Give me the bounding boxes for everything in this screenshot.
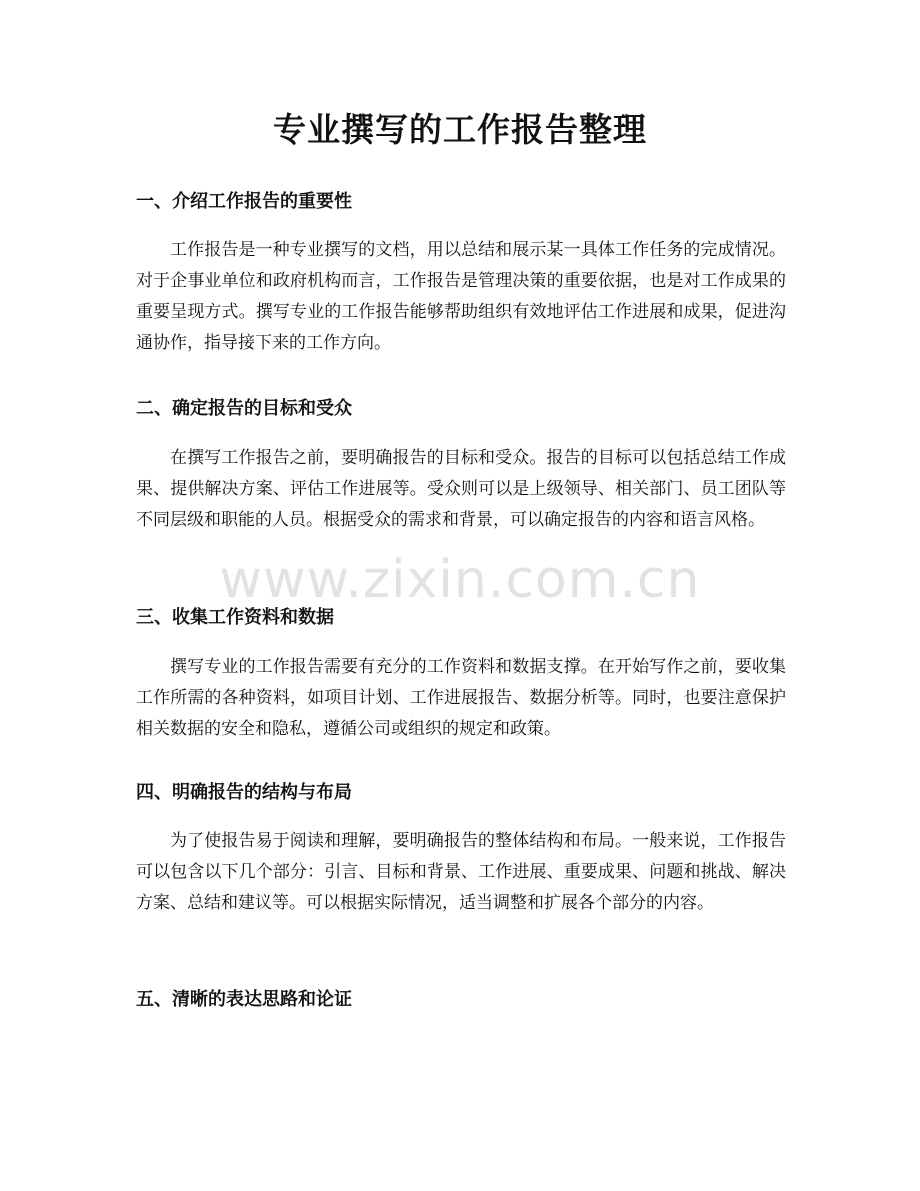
section-heading: 一、介绍工作报告的重要性 [136,191,352,212]
section-paragraph: 在撰写工作报告之前，要明确报告的目标和受众。报告的目标可以包括总结工作成果、提供解决方案、评估工作进展等。受众则可以是上级领导、相关部门、员工团队等不同层级和职能的人员。根据受众的需求和背景，可以确定报告的内容和语言风格。 [136,448,786,530]
document-title: 专业撰写的工作报告整理 [273,110,647,149]
watermark: www.zixin.com.cn [219,550,701,610]
section-paragraph: 为了使报告易于阅读和理解，要明确报告的整体结构和布局。一般来说，工作报告可以包含以下几个部分：引言、目标和背景、工作进展、重要成果、问题和挑战、解决方案、总结和建议等。可以根据实际情况，适当调整和扩展各个部分的内容。 [136,831,786,913]
section-heading: 三、收集工作资料和数据 [136,607,334,628]
section-paragraph: 工作报告是一种专业撰写的文档，用以总结和展示某一具体工作任务的完成情况。对于企事业单位和政府机构而言，工作报告是管理决策的重要依据，也是对工作成果的重要呈现方式。撰写专业的工作报告能够帮助组织有效地评估工作进展和成果，促进沟通协作，指导接下来的工作方向。 [136,240,786,353]
section-heading: 四、明确报告的结构与布局 [136,782,352,803]
section-paragraph: 撰写专业的工作报告需要有充分的工作资料和数据支撑。在开始写作之前，要收集工作所需的各种资料，如项目计划、工作进展报告、数据分析等。同时，也要注意保护相关数据的安全和隐私，遵循公司或组织的规定和政策。 [136,657,786,739]
section-heading: 五、清晰的表达思路和论证 [136,989,352,1010]
section-heading: 二、确定报告的目标和受众 [136,398,352,419]
